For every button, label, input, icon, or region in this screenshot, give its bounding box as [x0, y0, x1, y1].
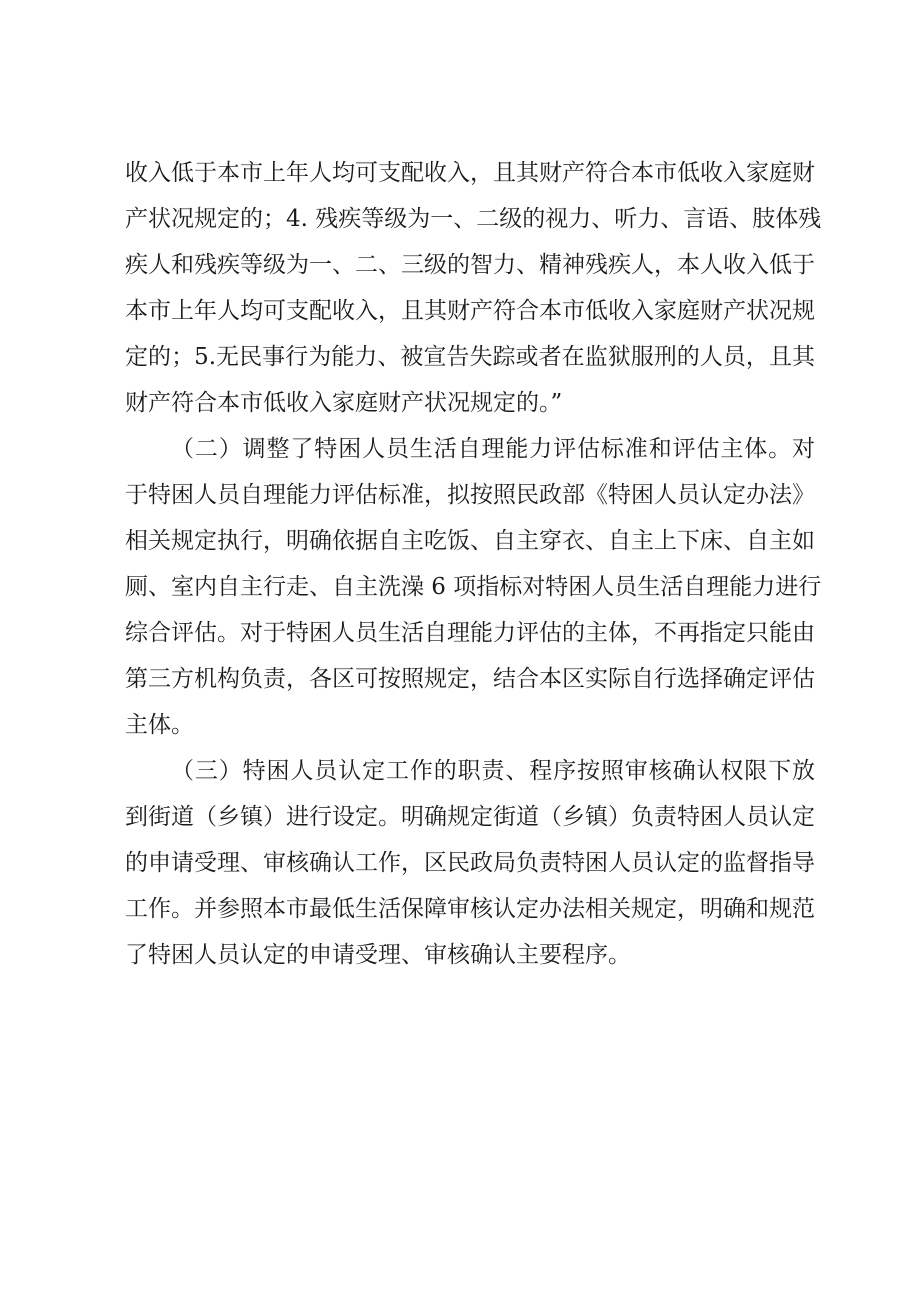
paragraph-1 [125, 150, 822, 426]
text-line: 于特困人员自理能力评估标准，拟按照民政部《特困人员认定办法》 [125, 482, 815, 508]
text-line: 第三方机构负责，各区可按照规定，结合本区实际自行选择确定评估 [125, 666, 815, 692]
text-line: 产状况规定的；4. 残疾等级为一、二级的视力、听力、言语、肢体残 [125, 206, 822, 232]
text-line: 相关规定执行，明确依据自主吃饭、自主穿衣、自主上下床、自主如 [125, 528, 815, 554]
text-line: （二）调整了特困人员生活自理能力评估标准和评估主体。对 [171, 436, 815, 462]
text-line: 厕、室内自主行走、自主洗澡 6 项指标对特困人员生活自理能力进行 [125, 574, 822, 600]
text-line: 到街道（乡镇）进行设定。明确规定街道（乡镇）负责特困人员认定 [125, 804, 815, 830]
text-line: 收入低于本市上年人均可支配收入，且其财产符合本市低收入家庭财 [125, 160, 815, 186]
document-body [125, 150, 822, 978]
text-line: 疾人和残疾等级为一、二、三级的智力、精神残疾人，本人收入低于 [125, 252, 815, 278]
text-line: 工作。并参照本市最低生活保障审核认定办法相关规定，明确和规范 [125, 896, 815, 922]
text-line: 财产符合本市低收入家庭财产状况规定的。” [125, 390, 563, 416]
text-line: 了特困人员认定的申请受理、审核确认主要程序。 [125, 942, 631, 968]
paragraph-3 [125, 748, 815, 978]
text-line: 本市上年人均可支配收入，且其财产符合本市低收入家庭财产状况规 [125, 298, 815, 324]
text-line: 主体。 [125, 712, 194, 738]
text-line: 定的；5.无民事行为能力、被宣告失踪或者在监狱服刑的人员，且其 [125, 344, 815, 370]
text-line: 的申请受理、审核确认工作，区民政局负责特困人员认定的监督指导 [125, 850, 815, 876]
text-line: （三）特困人员认定工作的职责、程序按照审核确认权限下放 [171, 758, 815, 784]
text-line: 综合评估。对于特困人员生活自理能力评估的主体，不再指定只能由 [125, 620, 815, 646]
paragraph-2 [125, 426, 822, 748]
